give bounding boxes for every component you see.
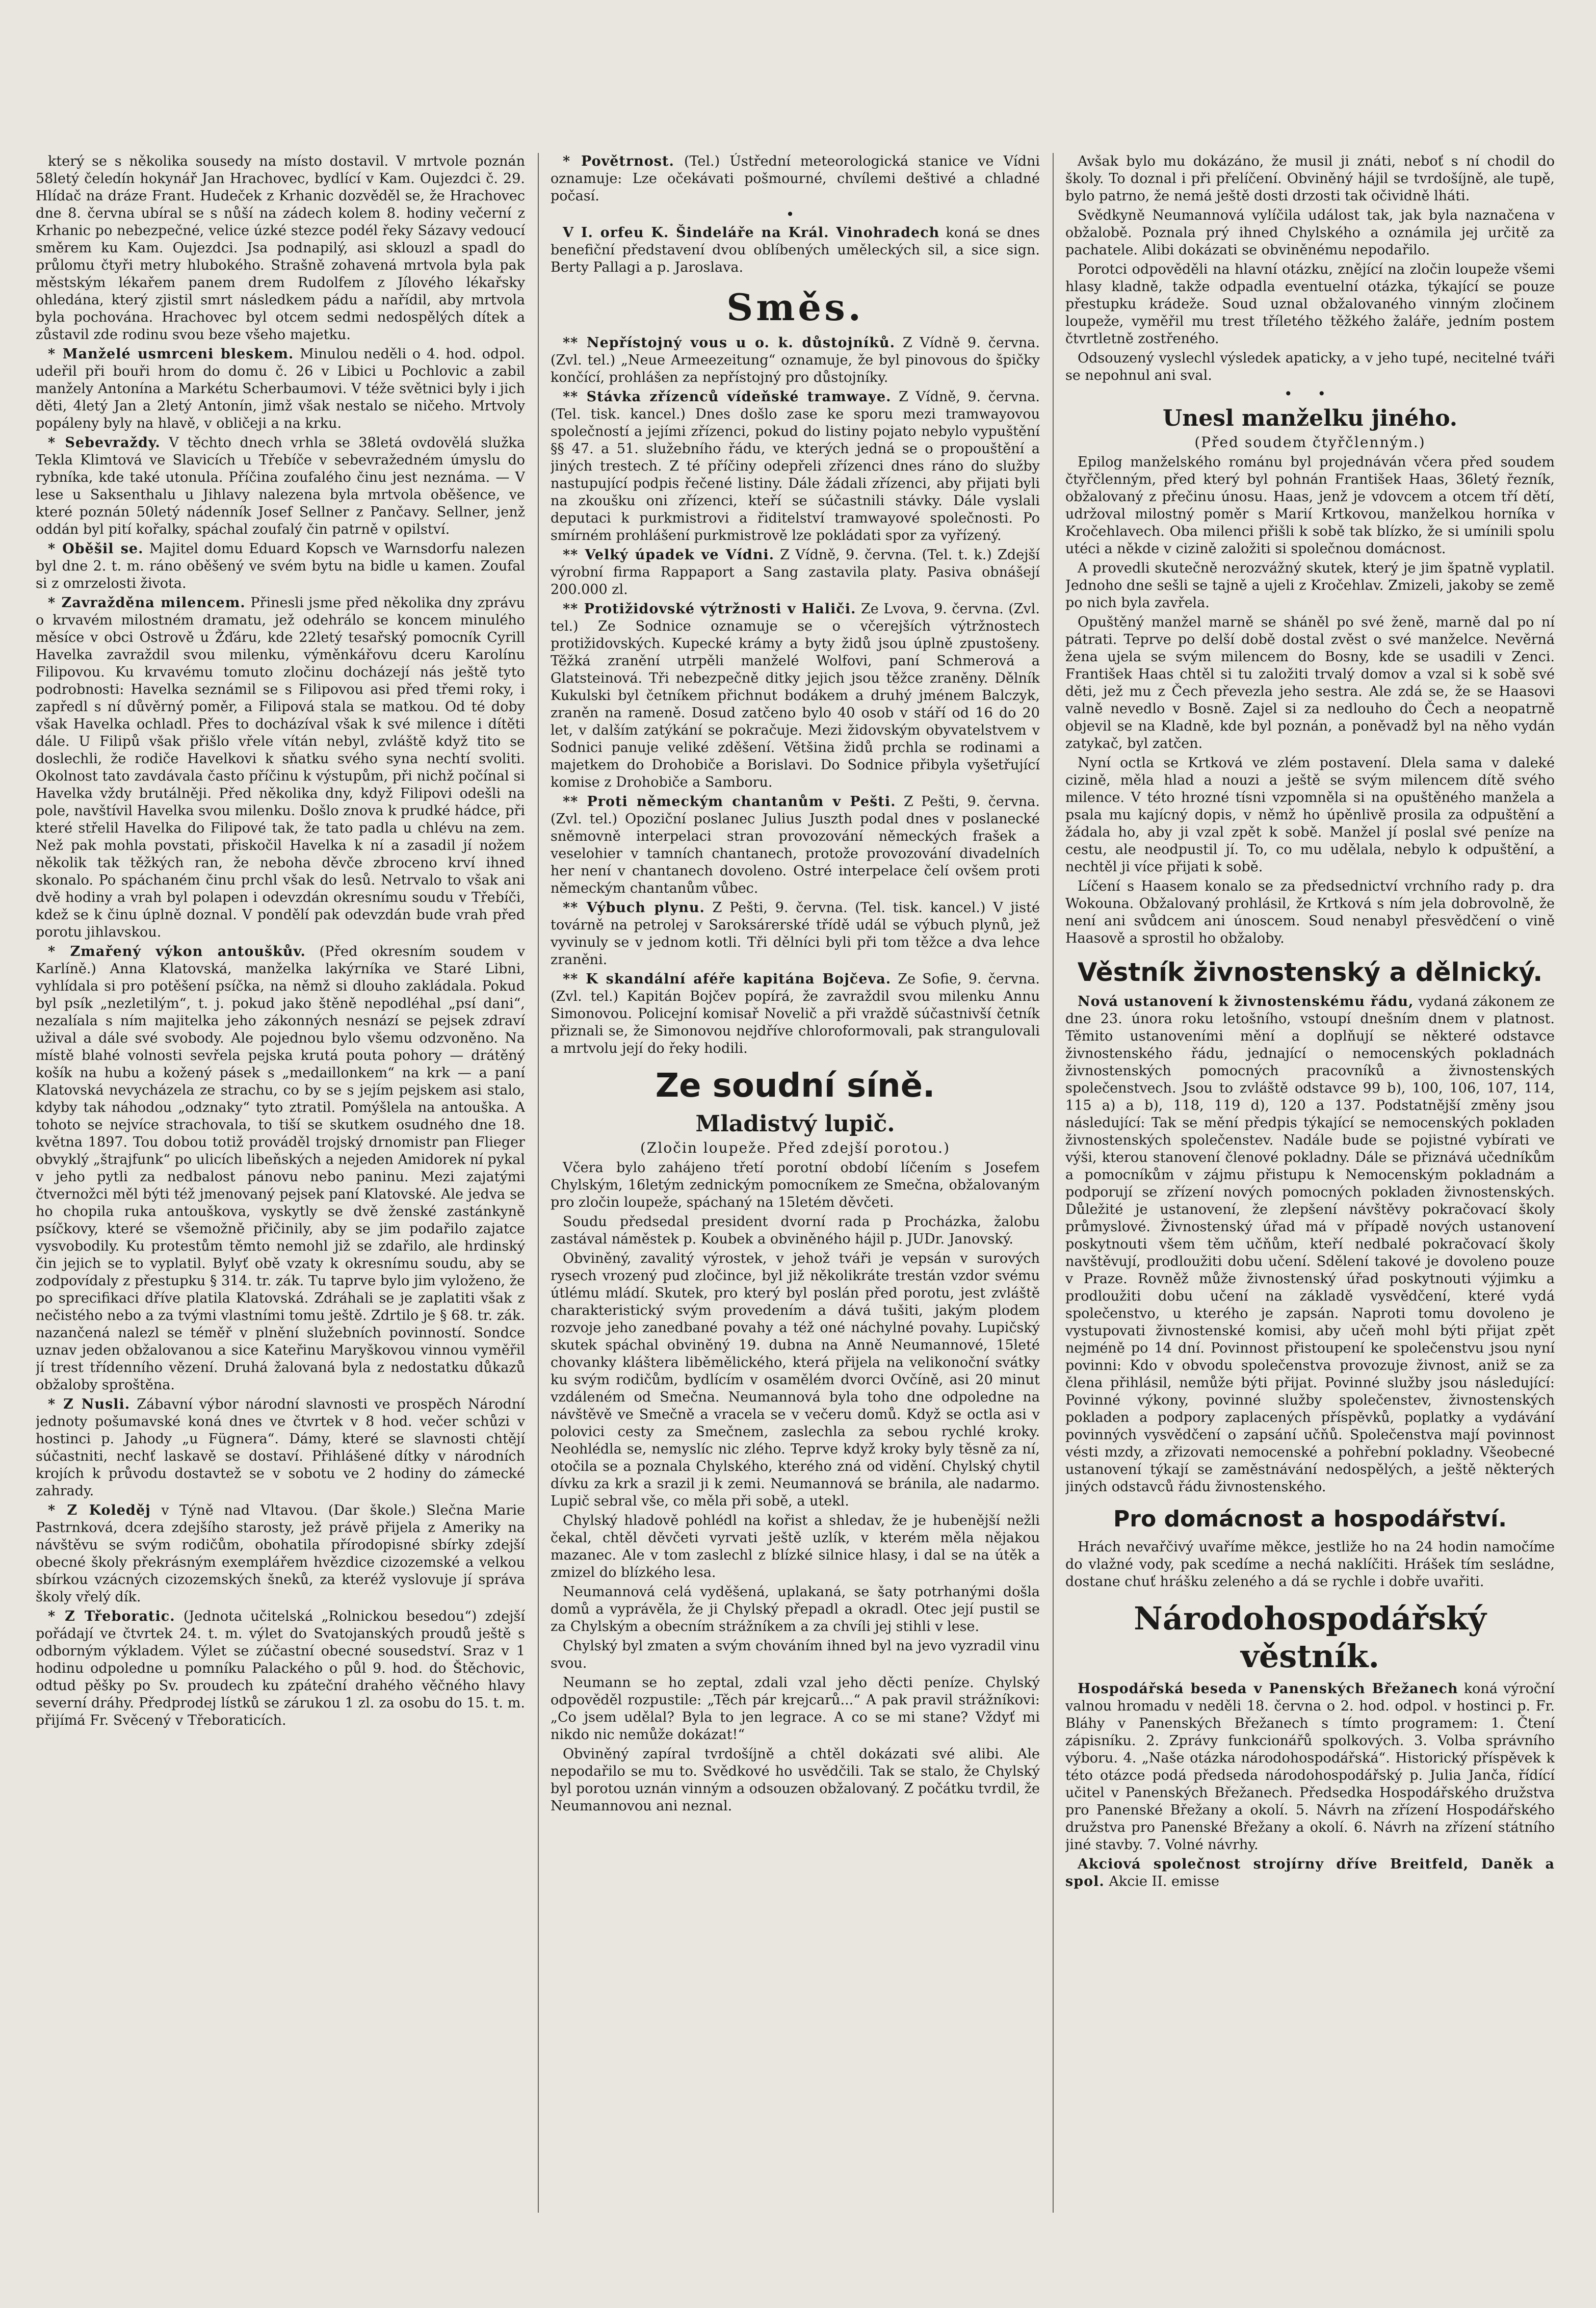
article-paragraph: Opuštěný manžel marně se sháněl po své ženě, marně dal po ní pátrati. Teprve po delší době dostal zvěst o své manželce. Nevěrná žena ujela se svým milencem do Bosny, kde se usadili v Zenci. František Haas chtěl si tu založiti trvalý domov a vzal si k sobě své děti, jež mu z Čech převezla jeho sestra. Ale zdá se, že se Haasovi valně nevedlo v Bosně. Zajel si za nedlouho do Čech a neopatrně objevil se na Kladně, kde byl poznán, a poněvadž byl na něho vydán zatykač, byl zatčen. xyxy=(1065,614,1555,751)
article-paragraph: ** K skandální aféře kapitána Bojčeva. Ze Sofie, 9. června. (Zvl. tel.) Kapitán Bojčev popírá, že zavraždil svou milenku Annu Simonovou. Policejní komisař Novelič a při vraždě súčastnivší četník přiznali se, že Simonovou nejdříve chloroformovali, pak strangulovali a mrtvolu její do řeky hodili. xyxy=(551,971,1040,1056)
article-paragraph: Chylský byl zmaten a svým chováním ihned byl na jevo vyzradil vinu svou. xyxy=(551,1638,1040,1671)
article-headline: * Z Třeboratic. xyxy=(48,1609,175,1624)
column-rule xyxy=(1053,153,1054,2213)
article-headline: * Z Nusli. xyxy=(48,1396,130,1412)
article-paragraph: Odsouzený vyslechl výsledek apaticky, a v jeho tupé, necitelné tváři se nepohnul ani sval. xyxy=(1065,350,1555,383)
article-headline: * Sebevraždy. xyxy=(48,435,161,451)
article-paragraph: V I. orfeu K. Šindeláře na Král. Vinohradech koná se dnes benefiční představení dvou oblíbených uměleckých sil, a sice sign. Berty Pallagi a p. Jaroslava. xyxy=(551,225,1040,275)
article-paragraph: ** Nepřístojný vous u o. k. důstojníků. Z Vídně 9. června. (Zvl. tel.) „Neue Armeezeitung“ oznamuje, že byl pinovous do špičky končící, prohlášen za nepřístojný pro důstojníky. xyxy=(551,335,1040,385)
article-headline: * Manželé usmrceni bleskem. xyxy=(48,346,294,362)
article-headline: ** Výbuch plynu. xyxy=(563,900,705,916)
article-headline: V I. orfeu K. Šindeláře na Král. Vinohradech xyxy=(563,225,940,241)
article-headline: Akciová společnost strojírny dříve Breitfeld, Daněk a spol. xyxy=(1065,1856,1555,1889)
article-headline: Nová ustanovení k živnostenskému řádu, xyxy=(1078,994,1414,1009)
article-paragraph: Obviněný zapíral tvrdošíjně a chtěl dokázati své alibi. Ale nepodařilo se mu to. Svědkové ho usvědčili. Tak se stalo, že Chylský byl porotou uznán vinným a odsouzen obžalovaný. Z počátku tvrdil, že Neumannovou ani neznal. xyxy=(551,1746,1040,1814)
article-paragraph: Neumann se ho zeptal, zdali vzal jeho děcti peníze. Chylský odpověděl rozpustile: „Těch pár krejcarů...“ A pak pravil strážníkovi: „Co jsem udělal? Byla to jen legrace. A co se mi stane? Vždyť mi nikdo nic nemůže dokázat!“ xyxy=(551,1675,1040,1743)
article-paragraph: ** Výbuch plynu. Z Pešti, 9. června. (Tel. tisk. kancel.) V jisté továrně na petrolej v Saroksárerské třídě udál se výbuch plynů, jež vyvinuly se v jednom kotli. Tři dělníci byli při tom těžce a dva lehce zraněni. xyxy=(551,900,1040,968)
article-title-unes: Unesl manželku jiného. xyxy=(1162,405,1458,431)
article-headline: ** Protižidovské výtržnosti v Haliči. xyxy=(563,601,856,617)
article-headline: * Zmařený výkon antouškův. xyxy=(48,944,306,959)
article-paragraph: * Manželé usmrceni bleskem. Minulou neděli o 4. hod. odpol. udeřil při bouři hrom do domu č. 26 v Libici u Pochlovic a zabil manžely Antonína a Markétu Scherbaumovi. V téže světnici byly i jich děti, 4letý Jan a 2letý Antonín, jimž však nestalo se ničeho. Mrtvoly popáleny byly na hlavě, v obličeji a na krku. xyxy=(36,346,525,431)
column-right xyxy=(1065,153,1555,2213)
article-headline: * Oběšil se. xyxy=(48,541,144,557)
column-middle xyxy=(551,153,1040,2213)
article-paragraph: Soudu předsedal president dvorní rada p Procházka, žalobu zastával náměstek p. Koubek a obviněného hájil p. JUDr. Janovský. xyxy=(551,1214,1040,1247)
article-paragraph: Nyní octla se Krtková ve zlém postavení. Dlela sama v daleké cizině, měla hlad a nouzi a ještě se svým milencem dítě svého milence. V této hrozné tísni vzpomněla si na opuštěného manžela a psala mu kajícný dopis, v němž ho úpěnlivě prosila za odpuštění a žádala ho, aby ji vzal zpět k sobě. Manžel jí poslal své peníze na cestu, ale neodpustil jí. To, co mu udělala, nebylo k odpuštění, a nechtěl ji více přijati k sobě. xyxy=(1065,755,1555,875)
article-paragraph: Nová ustanovení k živnostenskému řádu, vydaná zákonem ze dne 23. února roku letošního, vstoupí dnešním dnem v platnost. Těmito ustanoveními mění a doplňují se některé odstavce živnostenského řádu, jednající o nemocenských pokladnách živnostenských pomocných pracovníků a živnostenských společenstvech. Jsou to zvláště odstavce 99 b), 100, 106, 107, 114, 115 a) a b), 118, 119 d), 120 a 137. Podstatnější změny jsou následující: Tak se mění předpis týkající se nemocenských pokladen živnostenských společenstev. Nadále bude se pojistné vybírati ve výši, kterou stanovení členové pokladny. Dále se přiznává učedníkům a pomocníkům v zájmu přistupu k Nemocenským pokladnám a podporují se zřízení nových pomocných pokladen živnostenských. Důležité je ustanovení, že zlepšení návštěvy pokračovací školy průmyslové. Živnostenský úřad má v případě nových ustanovení poskytnouti všem těm učňům, kteří nedbalé pokračovací školy navštěvují, prodloužiti dobu učení. Sdělení takové je dovoleno pouze v Praze. Rovněž může živnostenský úřad poskytnouti výjimku a prodloužiti dobu učení na základě vysvědčení, které vydá společenstvo, u kterého je zapsán. Naproti tomu dovoleno je vystupovati živnostenské komisi, aby učeň mohl býti přijat zpět nejméně po 14 dní. Povinnost přistoupení ke společenstvu jsou nyní povinni: Kdo v obvodu společenstva provozuje živnost, aniž se za člena přihlásil, nemůže býti přijat. Povinné služby jsou následující: Povinné výkony, povinné služby společenstev, živnostenských pokladen a podpory zaplacených příspěvků, poplatky a vydávání povinných vysvědčení o zapsání učňů. Společenstva mají povinnost vésti mzdy, a zřizovati nemocenské a pohřební pokladny. Všeobecné ustanovení týkají se zaměstnávání nedospělých, a ještě některých jiných odstavců řádu živnostenského. xyxy=(1065,994,1555,1495)
section-title-narodohospodarsky: Národohospodářský věstník. xyxy=(1134,1600,1486,1675)
article-title-lupic: Mladistvý lupič. xyxy=(695,1111,895,1137)
article-paragraph: Svědkyně Neumannová vylíčila událost tak, jak byla naznačena v obžalobě. Poznala prý ihned Chylského a oznámila jej určitě za pachatele. Alibi dokázati se obviněnému nepodařilo. xyxy=(1065,208,1555,258)
article-paragraph: ** Velký úpadek ve Vídni. Z Vídně, 9. června. (Tel. t. k.) Zdejší výrobní firma Rappaport a Sang zastavila platy. Pasiva obnášejí 200.000 zl. xyxy=(551,547,1040,598)
column-left xyxy=(36,153,525,2213)
article-paragraph: * Zmařený výkon antouškův. (Před okresním soudem v Karlíně.) Anna Klatovská, manželka lakýrníka ve Staré Libni, vyhlídala si pro potěšení psíčka, na němž si dlouho zakládala. Pokud byl psík „nezletilým“, t. j. pokud jako štěně nepodléhal „psí dani“, nezalíala s ním majitelka jeho zákonných nesnází se pejsek zdraví užival a dále své svobody. Ale pojednou bylo všemu odzvoněno. Na místě blahé volnosti sevřela pejska krutá pouta pohory — drátěný košík na hubu a kožený pásek s „medaillonkem“ na krk — a paní Klatovská nevycházela ze strachu, co by se s jejím pejskem asi stalo, kdyby tak náhodou „odznaky“ tyto ztratil. Pomýšlela na antouška. A tohoto se nejvíce strachovala, to tiší se skutkem osudného dne 18. května 1897. Tou dobou totiž prováděl trojský drnomistr pan Flieger obvyklý „štrajfunk“ po ulicích libeňských a nejeden Amidorek ní pykal v jeho pytli za nedbalost pánovu nebo paninu. Mezi zajatými čtvernožci měl býti též jmenovaný pejsek paní Klatovské. Ale jedva se ho chopila ruka antouškova, vyskytly se dvě ženské zastánkyně psíčkovy, které se všemožně přičinily, aby se jim podařilo zajatce vysvobodily. Ku protestům těmto nemohl již se zdařilo, ale hrdinský čin jejich se to vyplatil. Bylyť obě vzaty k okresnímu soudu, aby se zodpovídaly z přestupku § 314. tr. zák. Tu taprve bylo jim vyloženo, že po sprecifikaci dříve platila Klatovská. Zdráhali se je zaplatiti však z nečistého nebo a za tvými vlastními tomu ještě. Zdrtilo je § 68. tr. zák. nazančená nalezl se téměř v plnění služebních povinností. Sondce uznav jeden obžalovanou a sice Kateřinu Maryškovou vinnou vyměřil jí trest třídenního vězení. Druhá žalovaná byla z nedostatku důkazů obžaloby sproštěna. xyxy=(36,944,525,1393)
article-paragraph: ** Proti německým chantanům v Pešti. Z Pešti, 9. června. (Zvl. tel.) Opoziční poslanec Julius Juszth podal dnes v poslanecké sněmovně interpelaci stran provozování německých frašek a veselohier v tamních chantanech, protože provozování divadelních her není v chantanech dovoleno. Ostré interpelace čelí ovšem proti německým chantanům vůbec. xyxy=(551,794,1040,896)
article-paragraph: Porotci odpověděli na hlavní otázku, znějící na zločin loupeže všemi hlasy kladně, takže odpadla eventuelní otázka, týkající se pouze přestupku krádeže. Soud uznal obžalovaného vinným zločinem loupeže, vyměřil mu trest tříletého těžkého žaláře, jedním postem čtvrtletně zostřeného. xyxy=(1065,262,1555,347)
newspaper-page xyxy=(36,153,1560,2213)
section-title-soud: Ze soudní síně. xyxy=(655,1067,935,1105)
article-subtitle: (Před soudem čtyřčlenným.) xyxy=(1194,434,1426,451)
article-headline: * Zavražděna milencem. xyxy=(48,595,246,611)
article-headline: ** Stávka zřízenců vídeňské tramwaye. xyxy=(563,389,892,405)
article-headline: ** Velký úpadek ve Vídni. xyxy=(563,547,774,563)
article-paragraph: Epilog manželského románu byl projednáván včera před soudem čtyřčlenným, před který byl pohnán František Haas, 36letý řezník, obžalovaný z přečinu únosu. Haas, jenž je vdovcem a otcem tří dětí, udržoval milostný poměr s Marií Krtkovou, manželkou horníka v Kročehlavech. Oba milenci přišli k sobě tak blízko, že si umínili spolu utéci a někde v cizině založiti si společnou domácnost. xyxy=(1065,454,1555,557)
article-paragraph: Obviněný, zavalitý výrostek, v jehož tváři je vepsán v surových rysech vrozený pud zločince, byl již několikráte trestán vzdor svému útlému mládí. Skutek, pro který byl poslán před porotu, jest zvláště charakteristický svým provedením a dává tušiti, jakým plodem rozvoje jeho zanedbané povahy a též oné náchylné povahy. Lupičský skutek spáchal obviněný 19. dubna na Anně Neumannové, 15leté chovanky kláštera liběmělického, která přijela na velikonoční svátky ku svým rodičům, bydlícím v osamělém dvorci Ovčíně, asi 20 minut vzdáleném od Smečna. Neumannová byla toho dne odpoledne na návštěvě ve Smečně a vracela se v večeru domů. Když se octla asi v polovici cesty za Smečnem, zaslechla za sebou rychlé kroky. Neohlédla se, nemyslíc nic zlého. Teprve když kroky byly těsně za ní, otočila se a poznala Chylského, kterého zná od vidění. Chylský chytil dívku za krk a srazil ji k zemi. Neumannová se bránila, ale nadarmo. Lupič sebral vše, co měla při sobě, a utekl. xyxy=(551,1251,1040,1509)
article-headline: ** Proti německým chantanům v Pešti. xyxy=(563,794,896,810)
article-paragraph: * Sebevraždy. V těchto dnech vrhla se 38letá ovdovělá služka Tekla Klimtová ve Slavicích u Třebíče v sebevražedném úmyslu do rybníka, kde také utonula. Příčina zoufalého činu jest neznáma. — V lese u Saksenthalu u Jihlavy nalezena byla mrtvola oběšence, ve které poznán 50letý nádenník Josef Sellner z Pančavy. Sellner, jenž oddán byl pití kořalky, spáchal zoufalý čin patrně v opilství. xyxy=(36,435,525,537)
separator-dots: • xyxy=(786,206,805,223)
article-paragraph: Akciová společnost strojírny dříve Breitfeld, Daněk a spol. Akcie II. emisse xyxy=(1065,1856,1555,1889)
article-paragraph: * Povětrnost. (Tel.) Ústřední meteorologická stanice ve Vídni oznamuje: Lze očekávati pošmourné, chvílemi deštivé a chladné počasí. xyxy=(551,153,1040,204)
article-paragraph: který se s několika sousedy na místo dostavil. V mrtvole poznán 58letý čeledín hokynář Jan Hrachovec, bydlící v Kam. Oujezdci č. 29. Hlídač na dráze Frant. Hudeček z Krhanic dozvěděl se, že Hrachovec dne 8. června ubíral se s nůší na zádech kolem 8. hodiny večerní z Krhanic po nebezpečné, velice úzké stezce podél řeky Sázavy vedoucí směrem ku Kam. Oujezdci. Jsa podnapilý, asi sklouzl a spadl do průlomu čtyři metry hlubokého. Strašně zohavená mrtvola byla pak městským lékařem panem drem Rudolfem z Jílového lékařsky ohledána, který zjistil smrt následkem pádu a nařídil, aby mrtvola byla pochována. Hrachovec byl otcem sedmi nedospělých dítek a zůstavil zde rodinu svou beze všeho majetku. xyxy=(36,153,525,343)
article-paragraph: Hrách nevařčivý uvaříme měkce, jestliže ho na 24 hodin namočíme do vlažné vody, pak scedíme a nechá naklíčiti. Hrášek tím sesládne, dostane chuť hrášku zeleného a dá se rychle i dobře uvařiti. xyxy=(1065,1539,1555,1590)
article-paragraph: ** Protižidovské výtržnosti v Haliči. Ze Lvova, 9. června. (Zvl. tel.) Ze Sodnice oznamuje se o včerejších výtržnostech protižidovských. Kupecké krámy a byty židů jsou úplně zpustošeny. Těžká zranění utrpěli manželé Wolfovi, paní Schmerová a Glatsteinová. Tři nebezpečně ditky jejich jsou těžce zraněny. Dělník Kukulski byl četníkem přichnut bodákem a druhý jménem Balczyk, zraněn na rameně. Dosud zatčeno bylo 40 osob v stáří od 16 do 20 let, v dalším zatýkání se pokračuje. Mezi židovským obyvatelstvem v Sodnici panuje veliké zděšení. Většina židů prchla se rodinami a majetkem do Drohobiče a Borislavi. Do Sodnice přibyla vyšetřující komise z Drohobiče a Samboru. xyxy=(551,601,1040,790)
article-paragraph: * Z Třeboratic. (Jednota učitelská „Rolnickou besedou“) zdejší pořádají ve čtvrtek 24. t. m. výlet do Svatojanských proudů ještě s odborným výkladem. Výlet se zúčastní obecné sousedství. Sraz v 1 hodinu odpoledne u pomníku Palackého o půl 9. hod. do Štěchovic, odtud pěšky po Sv. proudech ku zpáteční drahého věčného hlavy severní dráhy. Předprodej lístků se zárukou 1 zl. za osobu do 15. t. m. přijímá Fr. Svěcený v Třeboraticích. xyxy=(36,1609,525,1728)
article-paragraph: * Z Koleděj v Týně nad Vltavou. (Dar škole.) Slečna Marie Pastrnková, dcera zdejšího starosty, jež právě přijela z Ameriky na návštěvu se svým rodičům, obohatila přírodopisné sbírky zdejší obecné školy překrásným exemplářem hvězdice cizozemské a velkou sbírkou vzácných cizozemských šneků, za kteréž vyslovuje jí správa školy vřelý dík. xyxy=(36,1502,525,1605)
article-subtitle: (Zločin loupeže. Před zdejší porotou.) xyxy=(640,1139,950,1156)
article-headline: ** K skandální aféře kapitána Bojčeva. xyxy=(563,971,892,987)
article-headline: ** Nepřístojný vous u o. k. důstojníků. xyxy=(563,335,895,351)
article-paragraph: * Oběšil se. Majitel domu Eduard Kopsch ve Warnsdorfu nalezen byl dne 2. t. m. ráno oběšený ve svém bytu na bidle u kamen. Zoufal si z omrzelosti života. xyxy=(36,541,525,591)
section-title-vestnik: Věstník živnostenský a dělnický. xyxy=(1077,957,1543,987)
article-paragraph: Líčení s Haasem konalo se za předsednictví vrchního rady p. dra Wokouna. Obžalovaný prohlásil, že Krtková s ním jela dobrovolně, že není ani svůdcem ani únoscem. Soud nenabyl přesvědčení o vině Haasově a sprostil ho obžaloby. xyxy=(1065,878,1555,946)
article-paragraph: ** Stávka zřízenců vídeňské tramwaye. Z Vídně, 9. června. (Tel. tisk. kancel.) Dnes došlo zase ke sporu mezi tramwayovou společností a jejími zřízenci, pokud do listiny pojato nebylo vypuštění §§ 47. a 51. služebního řádu, ve kterých jedná se o propouštění a jiných trestech. Z té příčiny odepřeli zřízenci dnes ráno do služby nastupující podpis řečené listiny. Dále žádali zřízenci, aby přijati byli na zkoušku oni zřízenci, kteří se súčastnili stávky. Dále vyslali deputaci k purkmistrovi a řiditelství tramwayové společnosti. Po smírném prohlášení purkmistrově lze pokládati spor za vyřízený. xyxy=(551,389,1040,543)
article-paragraph: * Zavražděna milencem. Přinesli jsme před několika dny zprávu o krvavém milostném dramatu, jež odehrálo se koncem minulého měsíce v obci Ostrově u Žďáru, kde 22letý tesařský pomocník Cyrill Havelka zavraždil svou milenku, výměnkářovu dceru Karolínu Filipovou. Ku krvavému tomuto zločinu docházejí nás ještě tyto podrobnosti: Havelka seznámil se s Filipovou asi před třemi roky, i zapředl s ní důvěrný poměr, a Filipová stala se matkou. Od té doby však Havelka ochladl. Přes to docházíval však k své milence i dítěti dále. U Filipů však přišlo vřele vítán nebyl, zvláště když tito se doslechli, že rodiče Havelkovi k sňatku svého syna nechtí svoliti. Okolnost tato zavdávala často příčinu k výstupům, při nichž počínal si Havelka vždy brutálněji. Před několika dny, když Filipovi odešli na pole, navštívil Havelka svou milenku. Došlo znova k prudké hádce, při které střelil Havelka do Filipové tak, že tato padla u chlévu na zem. Než pak mohla povstati, přiskočil Havelka k ní a zasadil jí nožem několik tak těžkých ran, že neboha děvče zbroceno krví ihned skonalo. Po spáchaném činu prchl však do lesů. Netrvalo to však ani dvě hodiny a vrah byl polapen i odevzdán okresnímu soudu v Třebíči, kdež se k činu úplně doznal. V pondělí pak odevzdán bude vrah před porotu jihlavskou. xyxy=(36,595,525,940)
article-paragraph: * Z Nusli. Zábavní výbor národní slavnosti ve prospěch Národní jednoty pošumavské koná dnes ve čtvrtek v 8 hod. večer schůzi v hostinci p. Jahody „u Fügnera“. Dámy, které se slavnosti chtějí súčastniti, nechť laskavě se dostaví. Přihlášené dítky v národních krojích k průvodu dostavtež se v sobotu ve 2 hodiny do zámecké zahrady. xyxy=(36,1396,525,1499)
section-title-domacnost: Pro domácnost a hospodářství. xyxy=(1113,1506,1507,1532)
article-headline: Hospodářská beseda v Panenských Břežanech xyxy=(1078,1681,1458,1697)
column-rule xyxy=(538,153,539,2213)
article-headline: * Povětrnost. xyxy=(563,153,674,169)
article-paragraph: Chylský hladově pohlédl na kořist a shledav, že je hubenější nežli čekal, chtěl děvčeti vyrvati ještě uzlík, v kterém měla nějakou mazanec. Ale v tom zaslechl z blízké silnice hlasy, i dal se na útěk a zmizel do blízkého lesa. xyxy=(551,1513,1040,1580)
separator-dots: • • xyxy=(1284,385,1336,402)
article-paragraph: Hospodářská beseda v Panenských Břežanech koná výroční valnou hromadu v neděli 18. června o 2. hod. odpol. v hostinci p. Fr. Bláhy v Panenských Břežanech s tímto programem: 1. Čtení zápisníku. 2. Zprávy funkcionářů spolkových. 3. Volba správního výboru. 4. „Naše otázka národohospodářská“. Historický příspěvek k této otázce podá předseda národohospodářský p. Julia Janča, řídící učitel v Panenských Břežanech. Předsedka Hospodářského družstva pro Panenské Břežany a okolí. 5. Návrh na zřízení Hospodářského družstva pro Panenské Břežany a okolí. 6. Návrh na zřízení státního jiné stavby. 7. Volné návrhy. xyxy=(1065,1681,1555,1853)
section-title-smes: Směs. xyxy=(726,286,864,329)
article-paragraph: Neumannová celá vyděšená, uplakaná, se šaty potrhanými došla domů a vyprávěla, že ji Chylský přepadl a okradl. Otec její pustil se za Chylským a obecním strážníkem a za chvíli jej stihli v lese. xyxy=(551,1584,1040,1635)
article-paragraph: A provedli skutečně nerozvážný skutek, který je jim špatně vyplatil. Jednoho dne sešli se tajně a ujeli z Kročehlav. Zmizeli, jakoby se země po nich byla zavřela. xyxy=(1065,560,1555,611)
article-paragraph: Včera bylo zahájeno třetí porotní období líčením s Josefem Chylským, 16letým zednickým pomocníkem ze Smečna, obžalovaným pro zločin loupeže, spáchaný na 15letém děvčeti. xyxy=(551,1160,1040,1210)
article-headline: * Z Koleděj xyxy=(48,1502,151,1518)
article-paragraph: Avšak bylo mu dokázáno, že musil ji znáti, neboť s ní chodil do školy. To doznal i při přelíčení. Obviněný hájil se tvrdošíjně, ale tupě, bylo patrno, že nemá ještě dosti drzosti tak očividně lháti. xyxy=(1065,153,1555,204)
